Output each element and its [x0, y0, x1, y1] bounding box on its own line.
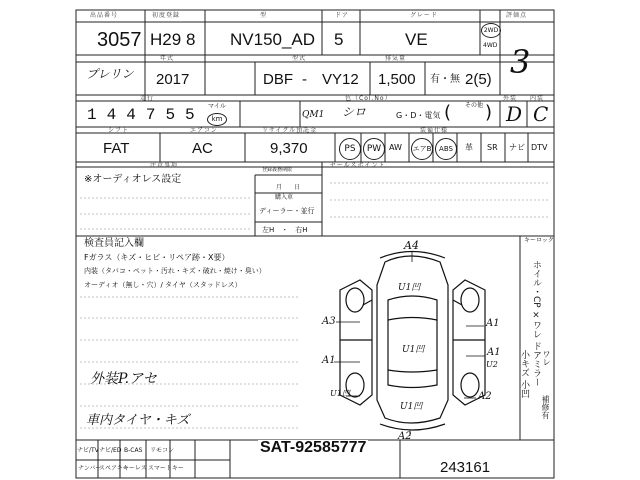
type-code: VY12 — [322, 71, 359, 88]
label-inspector: 検査員記入欄 — [84, 238, 144, 249]
odo-digit: 7 — [145, 106, 160, 124]
mark-right-mid: A1 — [487, 347, 501, 358]
exterior-grade: D — [506, 102, 523, 126]
box-purchase: 購入車 — [275, 194, 294, 201]
equip-abs: ABS — [435, 138, 457, 160]
equip-ps: PS — [339, 138, 361, 160]
mark-bottom: A2 — [398, 431, 412, 442]
interior-grade: C — [533, 102, 549, 126]
odo-unit-km: km — [207, 113, 227, 126]
equip-sr: SR — [487, 143, 498, 152]
equip-airbag: エアB — [411, 138, 433, 160]
label-model-year: 年式 — [160, 55, 175, 62]
door-count: 5 — [334, 30, 344, 49]
side-note: 小凹 — [519, 379, 529, 398]
bottom-feat-2: ナビ/ED — [99, 447, 122, 454]
mark-left-mid: A1 — [322, 355, 336, 366]
label-exterior: 外装 — [503, 95, 518, 102]
label-equipment: 装備仕様 — [420, 127, 449, 134]
odo-digit: 1 — [87, 106, 101, 124]
first-reg-month: 8 — [186, 30, 196, 49]
fuel-type: G・D・電気 — [396, 111, 441, 120]
inspector-windshield: Fガラス（キズ・ヒビ・リペア跡・X要） — [84, 253, 230, 262]
odo-unit-mile: マイル — [208, 103, 226, 110]
side-note: ×ワレ — [531, 310, 541, 339]
odo-digit: 4 — [126, 106, 140, 124]
color-name: シロ — [342, 105, 367, 119]
odometer — [87, 107, 199, 123]
label-keylock: キーロック — [524, 237, 554, 244]
sheet-number: 243161 — [440, 459, 491, 476]
side-note: ドアミラー — [531, 341, 541, 387]
label-aircon: エアコン — [190, 127, 218, 134]
mark-right-mid2: U2 — [486, 360, 498, 369]
drive-2wd: 2WD — [481, 23, 501, 38]
label-type: 型式 — [292, 55, 307, 62]
type-dash: - — [302, 71, 307, 88]
odo-digit: 5 — [165, 106, 180, 124]
mark-right-front: A1 — [486, 318, 500, 329]
recycle-fee: 9,370 — [270, 140, 308, 157]
paren-open: ( — [444, 102, 452, 123]
bottom-feat-1: ナビ/TV — [77, 447, 99, 454]
side-notes-3 — [541, 395, 549, 440]
mark-top: A4 — [404, 239, 419, 252]
label-odometer: 走行 — [140, 95, 155, 102]
seats-value: 2(5) — [465, 71, 492, 88]
watermark: SAT-92585777 — [260, 439, 367, 456]
bottom-feat-8: スマートキー — [148, 465, 184, 472]
seats-prefix: 有・無 — [430, 74, 460, 85]
label-sales-point: セールスポイント — [330, 162, 386, 169]
odo-digit: 5 — [185, 106, 199, 124]
label-model: 型 — [260, 12, 268, 19]
color-code: QM1 — [302, 110, 325, 120]
lot-number: 3057 — [97, 29, 142, 51]
box-handle: 左H ・ 右H — [262, 226, 308, 234]
mark-rear-roof: U1凹 — [400, 402, 423, 412]
eval-score: 3 — [510, 43, 531, 81]
label-interior: 内装 — [530, 95, 545, 102]
bottom-feat-6: スペアキー — [99, 465, 129, 472]
side-note: ホイル・CP — [531, 260, 541, 308]
label-shift: シフト — [108, 127, 130, 134]
bottom-feat-4: リモコン — [150, 447, 175, 454]
mark-roof: U1凹 — [402, 345, 425, 355]
paren-close: ) — [485, 102, 493, 123]
label-door: ドア — [335, 12, 349, 19]
inspector-hw-1: 外装P.アセ — [90, 371, 157, 387]
box-dealer: ディーラー・並行 — [259, 207, 315, 215]
inspector-audio: オーディオ（無し・穴）/ タイヤ（スタッドレス） — [84, 281, 242, 289]
label-recycle: リサイクル預託金 — [262, 127, 318, 134]
mark-hood: U1凹 — [398, 283, 421, 293]
label-notes: 注意事項 — [150, 162, 179, 169]
type-prefix: DBF — [263, 71, 293, 88]
bottom-feat-5: ナンバー — [78, 465, 102, 472]
shift-value: FAT — [103, 140, 130, 157]
side-notes-2 — [518, 350, 529, 440]
mark-left-front: A3 — [322, 316, 336, 327]
grade-value: VE — [405, 30, 428, 49]
aircon-value: AC — [192, 140, 213, 157]
model-name: NV150_AD — [230, 30, 316, 49]
side-note: 補修有 — [541, 395, 550, 419]
mark-left-rear: U1凹 — [330, 389, 350, 398]
equip-dtv: DTV — [531, 143, 548, 152]
side-note: ワレ — [542, 350, 551, 366]
fuel-other: その他 — [465, 102, 484, 109]
label-lot-no: 出品番号 — [90, 12, 119, 19]
first-reg-era: H29 — [150, 30, 182, 49]
car-name-handwritten: プレリン — [86, 67, 134, 81]
side-notes-4 — [542, 350, 550, 390]
inspector-interior: 内装（タバコ・ペット・汚れ・キズ・破れ・焼け・臭い） — [84, 267, 266, 275]
bottom-feat-3: B-CAS — [124, 447, 143, 454]
equip-navi: ナビ — [509, 143, 525, 152]
notes-text: ※オーディオレス設定 — [84, 174, 182, 185]
box-month-day: 月 日 — [276, 184, 301, 191]
side-notes — [530, 260, 541, 430]
side-note: 小キズ — [519, 350, 529, 377]
label-grade: グレード — [410, 12, 439, 19]
equip-aw: AW — [389, 143, 402, 152]
label-first-reg: 初度登録 — [152, 12, 181, 19]
mark-right-rear: A2 — [478, 391, 492, 402]
displacement-value: 1,500 — [378, 71, 416, 88]
bottom-feat-7: キーレス — [123, 465, 147, 472]
equip-leather: 革 — [465, 143, 473, 152]
drive-4wd: 4WD — [483, 42, 498, 49]
label-eval: 評価点 — [506, 12, 528, 19]
label-color: 色（Col.No） — [345, 95, 392, 102]
equip-pw: PW — [363, 138, 385, 160]
odo-digit: 4 — [106, 106, 121, 124]
box-title: 登録義務期限 — [262, 167, 293, 173]
model-year: 2017 — [156, 71, 190, 88]
label-displacement: 排気量 — [385, 55, 407, 62]
inspector-hw-2: 車内タイヤ・キズ — [86, 413, 190, 428]
